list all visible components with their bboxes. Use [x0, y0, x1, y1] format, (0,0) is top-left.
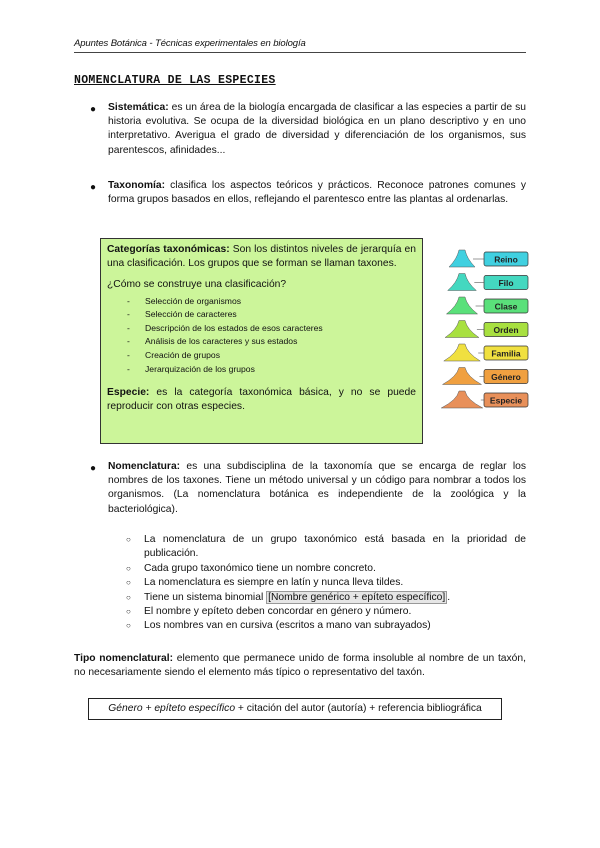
binomial-suffix: .	[447, 591, 451, 603]
term-tipo: Tipo nomenclatural:	[74, 653, 174, 664]
categories-box	[100, 238, 423, 444]
list-item: - Selección de caracteres	[107, 308, 416, 322]
tier-label-reino: Reino	[494, 254, 518, 265]
binomial-highlight: [Nombre genérico + epíteto específico]	[268, 591, 446, 603]
tier-shape-especie	[441, 391, 483, 408]
definition-sistematica: es un área de la biología encargada de clasificar a las especies a partir de su historia evolutiva. Se ocupa de la diversidad biológica en un plano descriptivo y en uno interpretativo. Averigua el grado de diversidad y diferenciación de los organismos, sus parentescos, afinidades...	[108, 102, 526, 156]
list-item: - Jerarquización de los grupos	[107, 363, 416, 377]
header-divider	[74, 52, 526, 53]
list-item	[114, 591, 526, 605]
classification-question: ¿Cómo se construye una clasificación?	[107, 279, 287, 291]
bullet-icon: ●	[90, 104, 97, 115]
list-item: - Descripción de los estados de esos caracteres	[107, 322, 416, 336]
tier-shape-orden	[445, 321, 479, 338]
list-item: ○ El nombre y epíteto deben concordar en género y número.	[114, 605, 526, 619]
list-item: - Selección de organismos	[107, 295, 416, 309]
section-title: NOMENCLATURA DE LAS ESPECIES	[74, 74, 276, 87]
formula-rest: + citación del autor (autoría) + referencia bibliográfica	[235, 703, 482, 714]
paragraph-taxonomia	[108, 179, 526, 207]
definition-especie: es la categoría taxonómica básica, y no se puede reproducir con otras especies.	[107, 387, 416, 413]
tier-shape-clase	[446, 297, 477, 314]
definition-tipo: elemento que permanece unido de forma insoluble al nombre de un taxón, no necesariamente siendo el elemento más típico o representativo del taxón.	[74, 653, 526, 679]
bullet-icon: ●	[90, 463, 97, 474]
list-item: ○ Los nombres van en cursiva (escritos a mano van subrayados)	[114, 619, 526, 633]
tier-shape-familia	[444, 344, 480, 361]
species-name-formula	[88, 698, 502, 720]
term-categorias: Categorías taxonómicas:	[107, 244, 230, 255]
definition-nomenclatura: es una subdisciplina de la taxonomía que se encarga de reglar los nombres de los taxones. Tiene un método universal y un código para nombrar a todos los organismos. (La nomenclatura botánica es independiente de la zoológica y la bacteriológica).	[108, 461, 526, 515]
binomial-prefix: Tiene un sistema binomial	[144, 591, 267, 603]
paragraph-sistematica	[108, 101, 526, 158]
tier-shape-filo	[448, 274, 477, 291]
nomenclature-rules	[114, 533, 526, 634]
list-item: - Creación de grupos	[107, 349, 416, 363]
tier-label-clase: Clase	[494, 301, 518, 312]
paragraph-nomenclatura	[108, 460, 526, 517]
list-item: - Análisis de los caracteres y sus estados	[107, 335, 416, 349]
page-header: Apuntes Botánica - Técnicas experimentales en biología	[74, 38, 306, 49]
formula-binomial: Género + epíteto específico	[108, 703, 236, 714]
list-item: ○ La nomenclatura es siempre en latín y nunca lleva tildes.	[114, 576, 526, 590]
tier-label-filo: Filo	[498, 278, 514, 288]
definition-categorias: Son los distintos niveles de jerarquía en una clasificación. Los grupos que se forman se llaman taxones.	[107, 244, 416, 270]
taxonomy-hierarchy-diagram	[440, 244, 535, 414]
term-nomenclatura: Nomenclatura:	[108, 461, 181, 472]
paragraph-tipo-nomenclatural	[74, 652, 526, 680]
tier-label-familia: Familia	[491, 348, 521, 359]
tier-shape-reino	[449, 250, 475, 267]
classification-steps	[107, 295, 416, 377]
definition-taxonomia: clasifica los aspectos teóricos y prácticos. Reconoce patrones comunes y forma grupos basados en ellos, reflejando el parentesco entre las plantas al ordenarlas.	[108, 180, 526, 206]
list-item: ○ La nomenclatura de un grupo taxonómico está basada en la prioridad de publicación.	[114, 533, 526, 562]
tier-label-orden: Orden	[493, 325, 519, 335]
bullet-icon: ●	[90, 182, 97, 193]
term-sistematica: Sistemática:	[108, 102, 169, 113]
tier-label-especie: Especie	[489, 395, 523, 406]
tier-shape-género	[443, 368, 482, 385]
list-item: ○ Cada grupo taxonómico tiene un nombre concreto.	[114, 562, 526, 576]
categorias-paragraph	[107, 243, 416, 271]
term-especie: Especie:	[107, 387, 150, 399]
tier-label-género: Género	[491, 372, 521, 382]
term-taxonomia: Taxonomía:	[108, 180, 166, 191]
especie-paragraph	[107, 386, 416, 414]
